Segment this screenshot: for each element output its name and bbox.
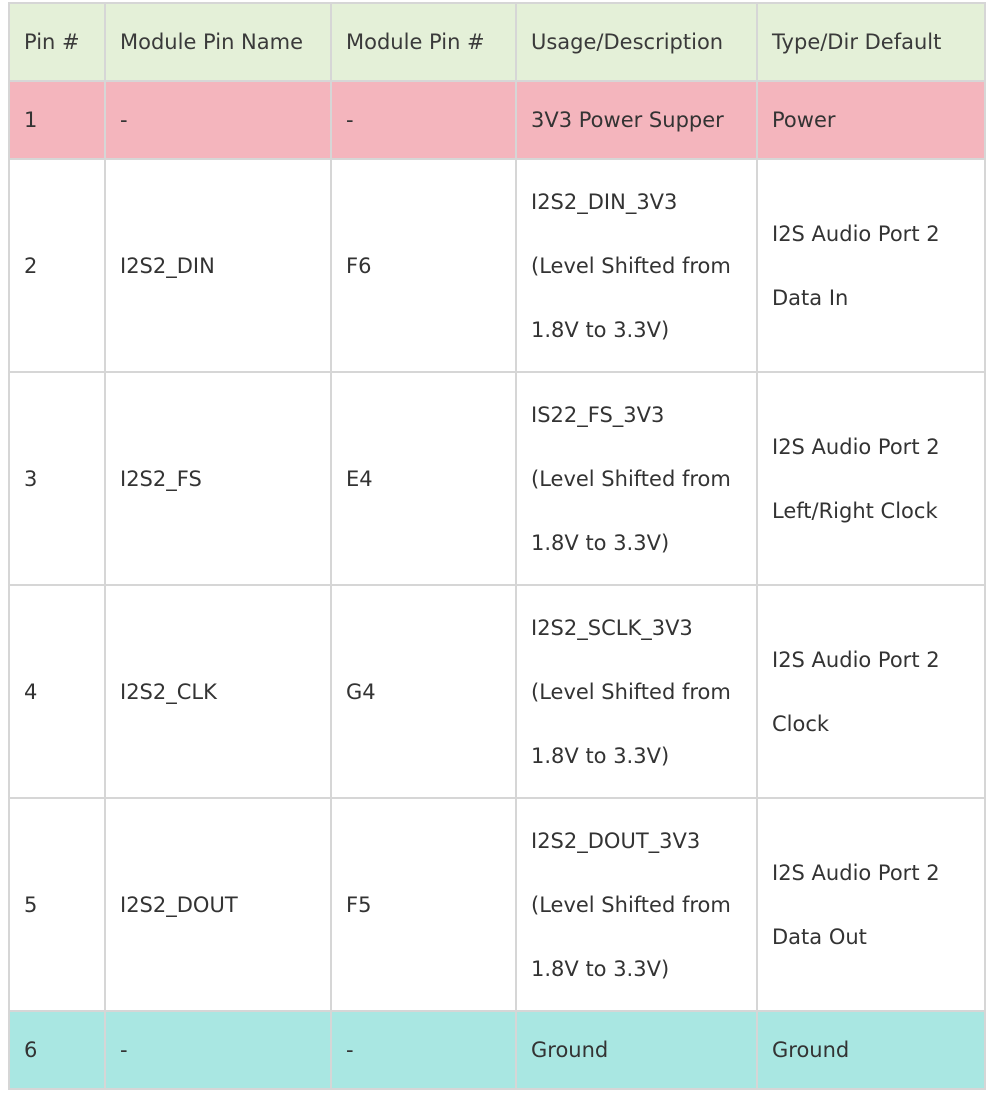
cell-name: - [105,1011,331,1089]
cell-module-pin: F6 [331,159,516,372]
table-header-row [9,3,985,81]
type-line: Clock [772,711,830,736]
cell-module-pin: - [331,1011,516,1089]
cell-name: I2S2_FS [105,372,331,585]
usage-line: 1.8V to 3.3V) [531,317,670,342]
usage-line: I2S2_SCLK_3V3 [531,615,693,640]
type-line: Left/Right Clock [772,498,938,523]
type-line: Ground [772,1038,850,1062]
usage-line: (Level Shifted from [531,679,731,704]
cell-module-pin: E4 [331,372,516,585]
cell-module-pin: - [331,81,516,159]
cell-type [757,81,985,159]
type-line: Power [772,108,836,132]
table-row [9,159,985,372]
usage-line: I2S2_DOUT_3V3 [531,828,701,853]
cell-module-pin: G4 [331,585,516,798]
usage-line: (Level Shifted from [531,892,731,917]
table-row-power [9,81,985,159]
usage-line: 3V3 Power Supper [531,108,724,132]
cell-pin: 3 [9,372,105,585]
cell-pin: 6 [9,1011,105,1089]
usage-line: (Level Shifted from [531,466,731,491]
pin-table [8,2,986,1090]
type-line: Data Out [772,924,867,949]
cell-pin: 4 [9,585,105,798]
table-row [9,798,985,1011]
cell-module-pin: F5 [331,798,516,1011]
cell-name: I2S2_DOUT [105,798,331,1011]
table-row-ground [9,1011,985,1089]
table-row [9,585,985,798]
cell-usage [516,372,757,585]
header-type-dir-default: Type/Dir Default [757,3,985,81]
header-pin-number: Pin # [9,3,105,81]
type-line: I2S Audio Port 2 [772,860,940,885]
type-line: I2S Audio Port 2 [772,434,940,459]
header-module-pin-number: Module Pin # [331,3,516,81]
cell-type [757,585,985,798]
type-line: I2S Audio Port 2 [772,647,940,672]
cell-name: I2S2_CLK [105,585,331,798]
cell-usage [516,798,757,1011]
cell-usage [516,81,757,159]
table-row [9,372,985,585]
usage-line: 1.8V to 3.3V) [531,956,670,981]
usage-line: 1.8V to 3.3V) [531,530,670,555]
cell-type [757,1011,985,1089]
usage-line: Ground [531,1038,609,1062]
cell-name: I2S2_DIN [105,159,331,372]
cell-usage [516,585,757,798]
usage-line: (Level Shifted from [531,253,731,278]
usage-line: IS22_FS_3V3 [531,402,665,427]
cell-pin: 5 [9,798,105,1011]
cell-name: - [105,81,331,159]
usage-line: I2S2_DIN_3V3 [531,189,678,214]
usage-line: 1.8V to 3.3V) [531,743,670,768]
cell-usage [516,159,757,372]
cell-pin: 1 [9,81,105,159]
cell-usage [516,1011,757,1089]
cell-type [757,159,985,372]
header-module-pin-name: Module Pin Name [105,3,331,81]
type-line: I2S Audio Port 2 [772,221,940,246]
header-usage-description: Usage/Description [516,3,757,81]
cell-pin: 2 [9,159,105,372]
cell-type [757,798,985,1011]
type-line: Data In [772,285,849,310]
cell-type [757,372,985,585]
